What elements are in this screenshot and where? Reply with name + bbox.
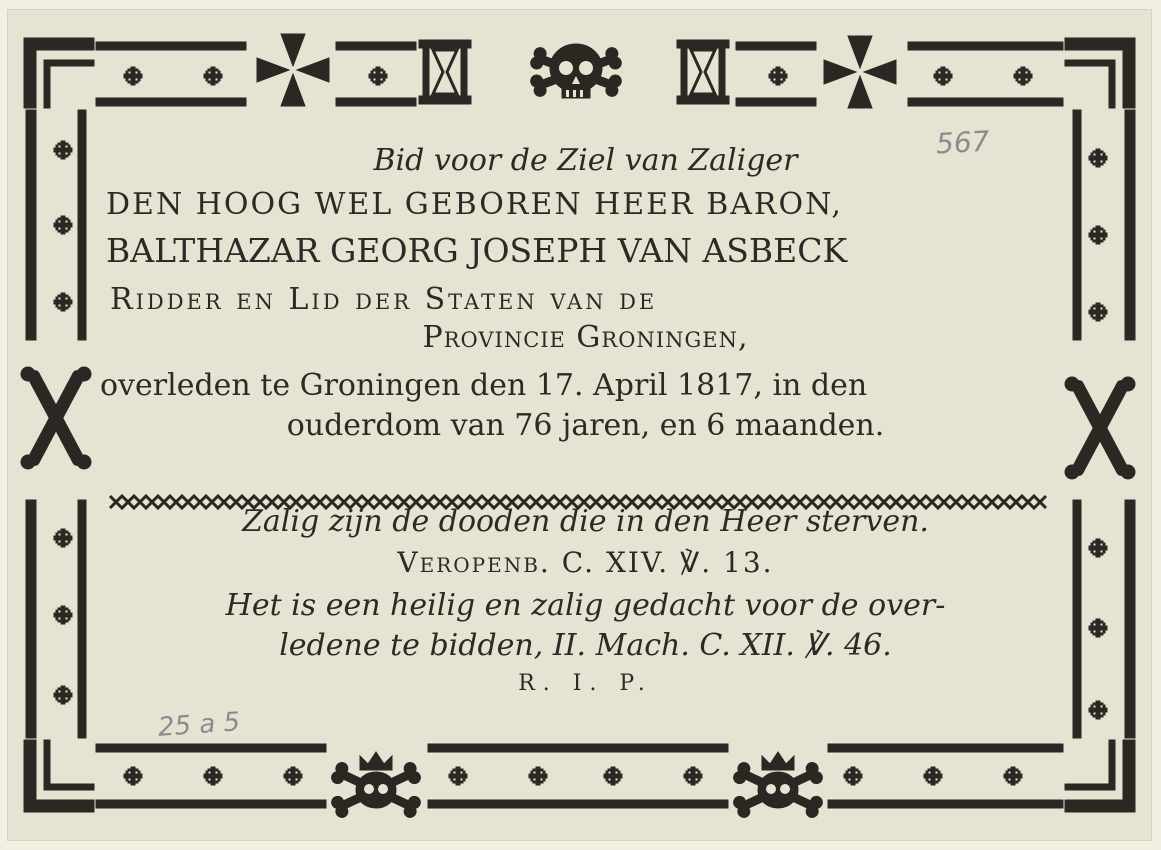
memorial-card xyxy=(8,10,1151,840)
title-line: DEN HOOG WEL GEBOREN HEER BARON, xyxy=(106,187,843,222)
card-text xyxy=(98,138,1073,695)
rip-line: R. I. P. xyxy=(518,671,653,696)
skull-crossbones-icon xyxy=(529,44,623,98)
death-line: overleden te Groningen den 17. April 1817, in den xyxy=(100,368,868,403)
age-line: ouderdom van 76 jaren, en 6 maanden. xyxy=(286,408,885,443)
scripture-quote: Zalig zijn de dooden die in den Heer sterven. xyxy=(242,504,929,539)
maltese-cross-icon xyxy=(257,34,329,106)
prayer-line-1: Het is een heilig en zalig gedacht voor de over- xyxy=(225,588,946,623)
pencil-note-bottom: 25 a 5 xyxy=(157,707,242,743)
hourglass-icon xyxy=(677,40,729,104)
province-line: Provincie Groningen, xyxy=(422,320,749,355)
saltire-bones-icon xyxy=(1065,377,1135,479)
hourglass-icon xyxy=(419,40,471,104)
invocation-line: Bid voor de Ziel van Zaliger xyxy=(373,143,798,178)
maltese-cross-icon xyxy=(824,36,896,108)
scripture-reference: Veropenb. C. XIV. ℣. 13. xyxy=(397,546,774,579)
prayer-line-2: ledene te bidden, II. Mach. C. XII. ℣. 46. xyxy=(279,628,892,663)
office-line: Ridder en Lid der Staten van de xyxy=(110,282,658,317)
name-line: BALTHAZAR GEORG JOSEPH VAN ASBECK xyxy=(106,231,848,270)
crowned-skull-icon xyxy=(330,752,423,819)
pencil-note-top: 567 xyxy=(935,124,991,161)
saltire-bones-icon xyxy=(21,367,91,469)
crowned-skull-icon xyxy=(732,752,825,819)
